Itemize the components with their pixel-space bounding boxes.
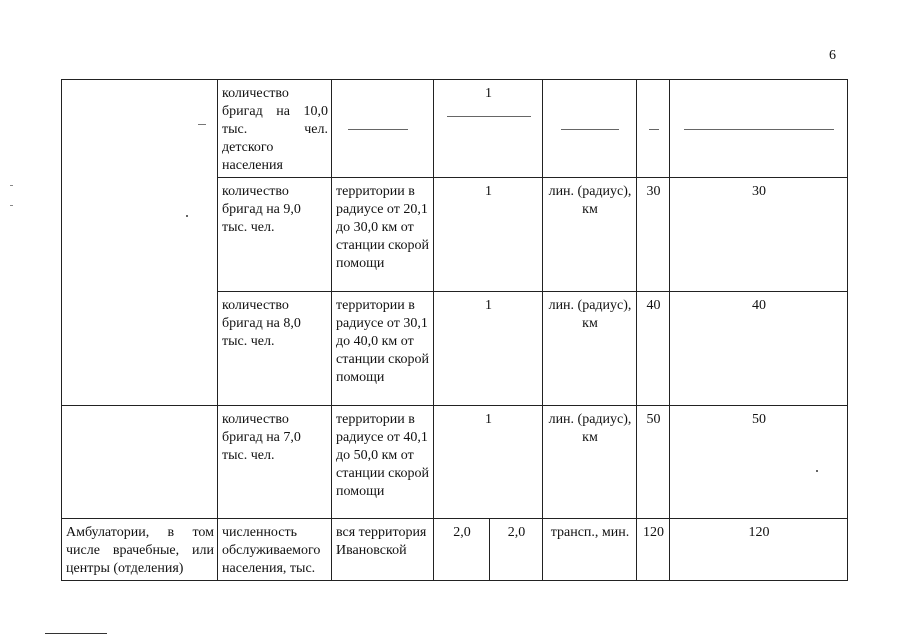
territory-cell: территории в радиусе от 20,1 до 30,0 км от станции скорой помощи [332, 178, 434, 292]
value-b-cell: 40 [670, 292, 848, 406]
facility-cell-empty [62, 406, 218, 519]
indicator-cell: количество бригад на 9,0 тыс. чел. [218, 178, 332, 292]
unit-cell: лин. (радиус), км [543, 292, 637, 406]
unit-cell: трансп., мин. [543, 519, 637, 581]
scan-mark [198, 124, 206, 125]
scan-dot [816, 470, 818, 472]
page-number: 6 [829, 48, 836, 63]
indicator-cell: количество бригад на 7,0 тыс. чел. [218, 406, 332, 519]
unit-cell: лин. (радиус), км [543, 178, 637, 292]
value-cell: 2,0 [434, 519, 490, 581]
value-cell: 1 [434, 292, 543, 406]
blank-dash [447, 116, 531, 117]
territory-cell: вся территория Ивановской [332, 519, 434, 581]
value-text: 1 [485, 86, 492, 101]
territory-cell: территории в радиусе от 40,1 до 50,0 км от станции скорой помощи [332, 406, 434, 519]
value-cell: 1 [434, 406, 543, 519]
footnote-rule [45, 633, 107, 634]
table-row [62, 80, 848, 178]
territory-cell [332, 80, 434, 178]
table-row [62, 519, 848, 581]
facility-cell-empty [62, 80, 218, 406]
value-b-cell: 50 [670, 406, 848, 519]
blank-dash [684, 129, 834, 130]
value-b-cell: 120 [670, 519, 848, 581]
value-a-cell: 120 [637, 519, 670, 581]
value-cell-2: 2,0 [490, 519, 543, 581]
indicator-cell: численность обслуживаемого населения, тыс. [218, 519, 332, 581]
value-a-cell: 30 [637, 178, 670, 292]
unit-cell: лин. (радиус), км [543, 406, 637, 519]
scan-dot [186, 215, 188, 217]
value-b-cell: 30 [670, 178, 848, 292]
blank-dash [561, 129, 619, 130]
unit-cell [543, 80, 637, 178]
value-a-cell: 50 [637, 406, 670, 519]
facility-cell: Амбулатории, в том числе врачебные, или центры (отделения) [62, 519, 218, 581]
value-b-cell [670, 80, 848, 178]
indicator-cell: количество бригад на 8,0 тыс. чел. [218, 292, 332, 406]
territory-cell: территории в радиусе от 30,1 до 40,0 км от станции скорой помощи [332, 292, 434, 406]
indicator-cell: количество бригад на 10,0 тыс. чел. детского населения [218, 80, 332, 178]
scan-mark [10, 205, 13, 206]
value-a-cell: 40 [637, 292, 670, 406]
value-cell: 1 [434, 178, 543, 292]
scan-mark [10, 185, 13, 186]
blank-dash [649, 129, 659, 130]
value-cell [434, 80, 543, 178]
value-a-cell [637, 80, 670, 178]
blank-dash [348, 129, 408, 130]
table-row [62, 406, 848, 519]
standards-table [61, 79, 848, 581]
